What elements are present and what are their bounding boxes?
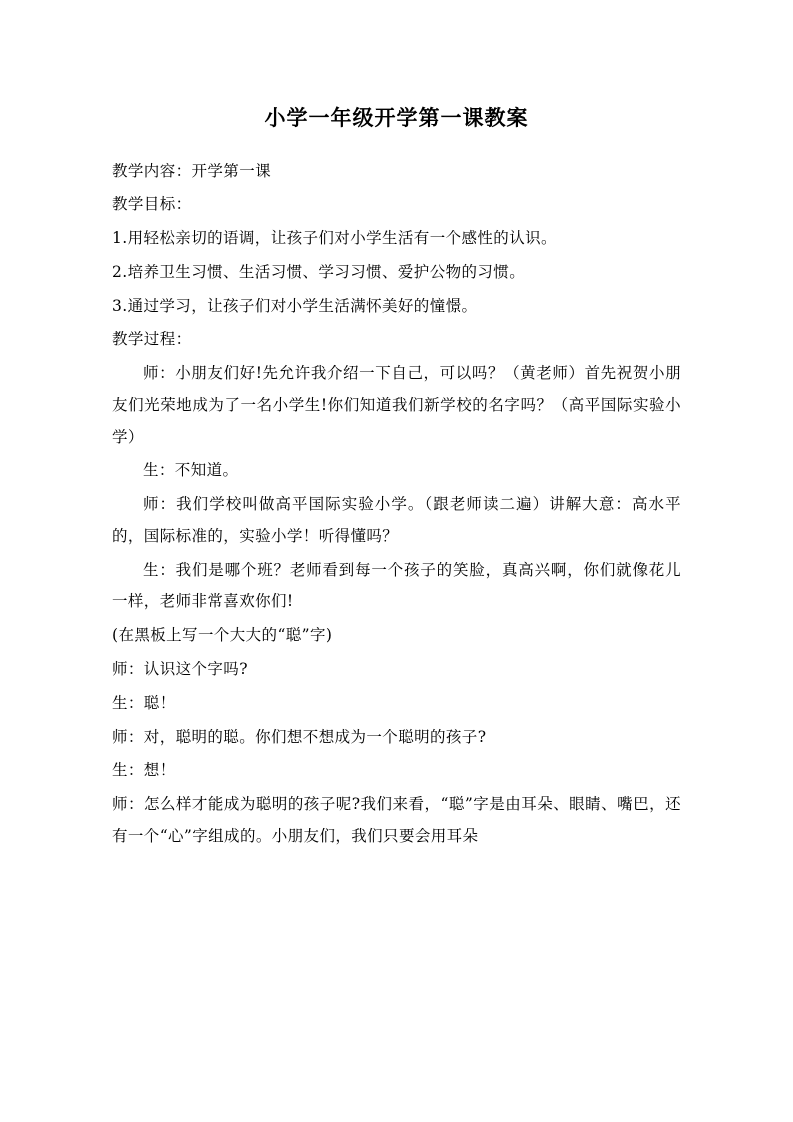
- paragraph: 师：怎么样才能成为聪明的孩子呢?我们来看，“聪”字是由耳朵、眼睛、嘴巴，还有一个“心”字组成的。小朋友们，我们只要会用耳朵: [112, 795, 681, 845]
- paragraph: 师：认识这个字吗?: [112, 659, 248, 678]
- paragraph: 师：我们学校叫做高平国际实验小学。（跟老师读二遍）讲解大意：高水平的，国际标准的，实验小学！听得懂吗？: [112, 495, 681, 545]
- paragraph: 生：我们是哪个班？老师看到每一个孩子的笑脸，真高兴啊，你们就像花儿一样，老师非常喜欢你们!: [112, 560, 681, 611]
- paragraph: 教学过程：: [112, 330, 192, 349]
- paragraph: 2.培养卫生习惯、生活习惯、学习习惯、爱护公物的习惯。: [112, 262, 526, 281]
- paragraph: 教学内容：开学第一课: [112, 161, 272, 180]
- paragraph: 生：不知道。: [143, 461, 239, 480]
- paragraph: 师：对，聪明的聪。你们想不想成为一个聪明的孩子?: [112, 727, 487, 746]
- paragraph: 生：聪！: [112, 693, 176, 712]
- paragraph: (在黑板上写一个大大的“聪”字): [112, 626, 333, 645]
- paragraph: 生：想！: [112, 761, 176, 780]
- paragraph: 师：小朋友们好!先允许我介绍一下自己，可以吗？（黄老师）首先祝贺小朋友们光荣地成为了一名小学生!你们知道我们新学校的名字吗？（高平国际实验小学）: [112, 364, 681, 446]
- page-title: 小学一年级开学第一课教案: [264, 105, 529, 130]
- paragraph: 1.用轻松亲切的语调，让孩子们对小学生活有一个感性的认识。: [112, 229, 557, 248]
- paragraph: 教学目标：: [112, 195, 192, 214]
- paragraph: 3.通过学习，让孩子们对小学生活满怀美好的憧憬。: [112, 296, 478, 315]
